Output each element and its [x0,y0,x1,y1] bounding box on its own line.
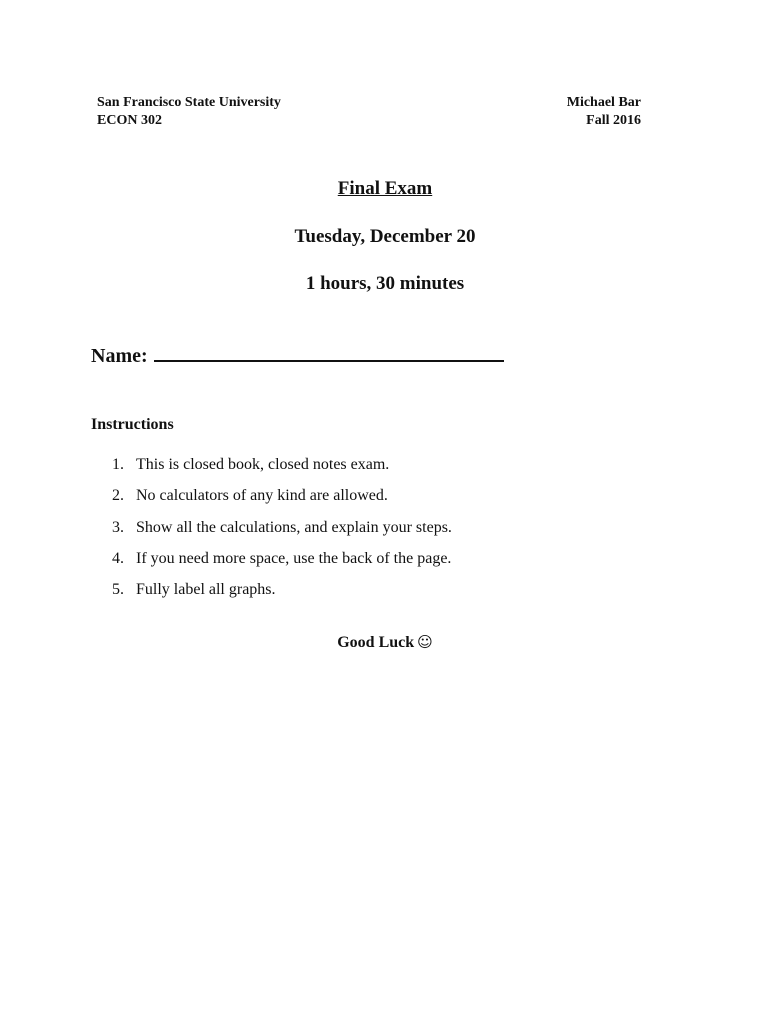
instructions-heading: Instructions [91,416,174,433]
name-blank-line[interactable] [154,342,504,362]
list-item-text: Fully label all graphs. [136,581,276,599]
exam-date: Tuesday, December 20 [294,226,476,247]
list-item [112,487,452,518]
closing-text: Good Luck [337,634,415,651]
list-item-text: No calculators of any kind are allowed. [136,487,388,505]
list-item-number: 3. [112,518,124,536]
list-item-number: 5. [112,581,124,599]
name-field [91,342,504,368]
closing-message [0,633,770,652]
list-item-text: This is closed book, closed notes exam. [136,456,390,473]
exam-title: Final Exam [337,178,433,199]
list-item [112,581,452,612]
list-item-text: If you need more space, use the back of the page. [136,549,452,567]
smiley-icon: ☺ [417,633,433,651]
list-item-text: Show all the calculations, and explain your steps. [136,518,452,536]
list-item-number: 1. [112,456,124,473]
instructions-list [112,456,452,612]
university-name: San Francisco State University [97,95,281,110]
list-item [112,550,452,581]
course-code: ECON 302 [97,113,162,128]
header-right [567,94,641,130]
term: Fall 2016 [586,113,641,128]
instructor-name: Michael Bar [566,95,641,110]
list-item [112,519,452,550]
list-item-number: 2. [112,487,124,505]
name-label: Name: [91,345,148,367]
list-item-number: 4. [112,549,124,567]
list-item [112,456,452,487]
exam-duration: 1 hours, 30 minutes [305,273,465,294]
header-left [97,94,281,130]
